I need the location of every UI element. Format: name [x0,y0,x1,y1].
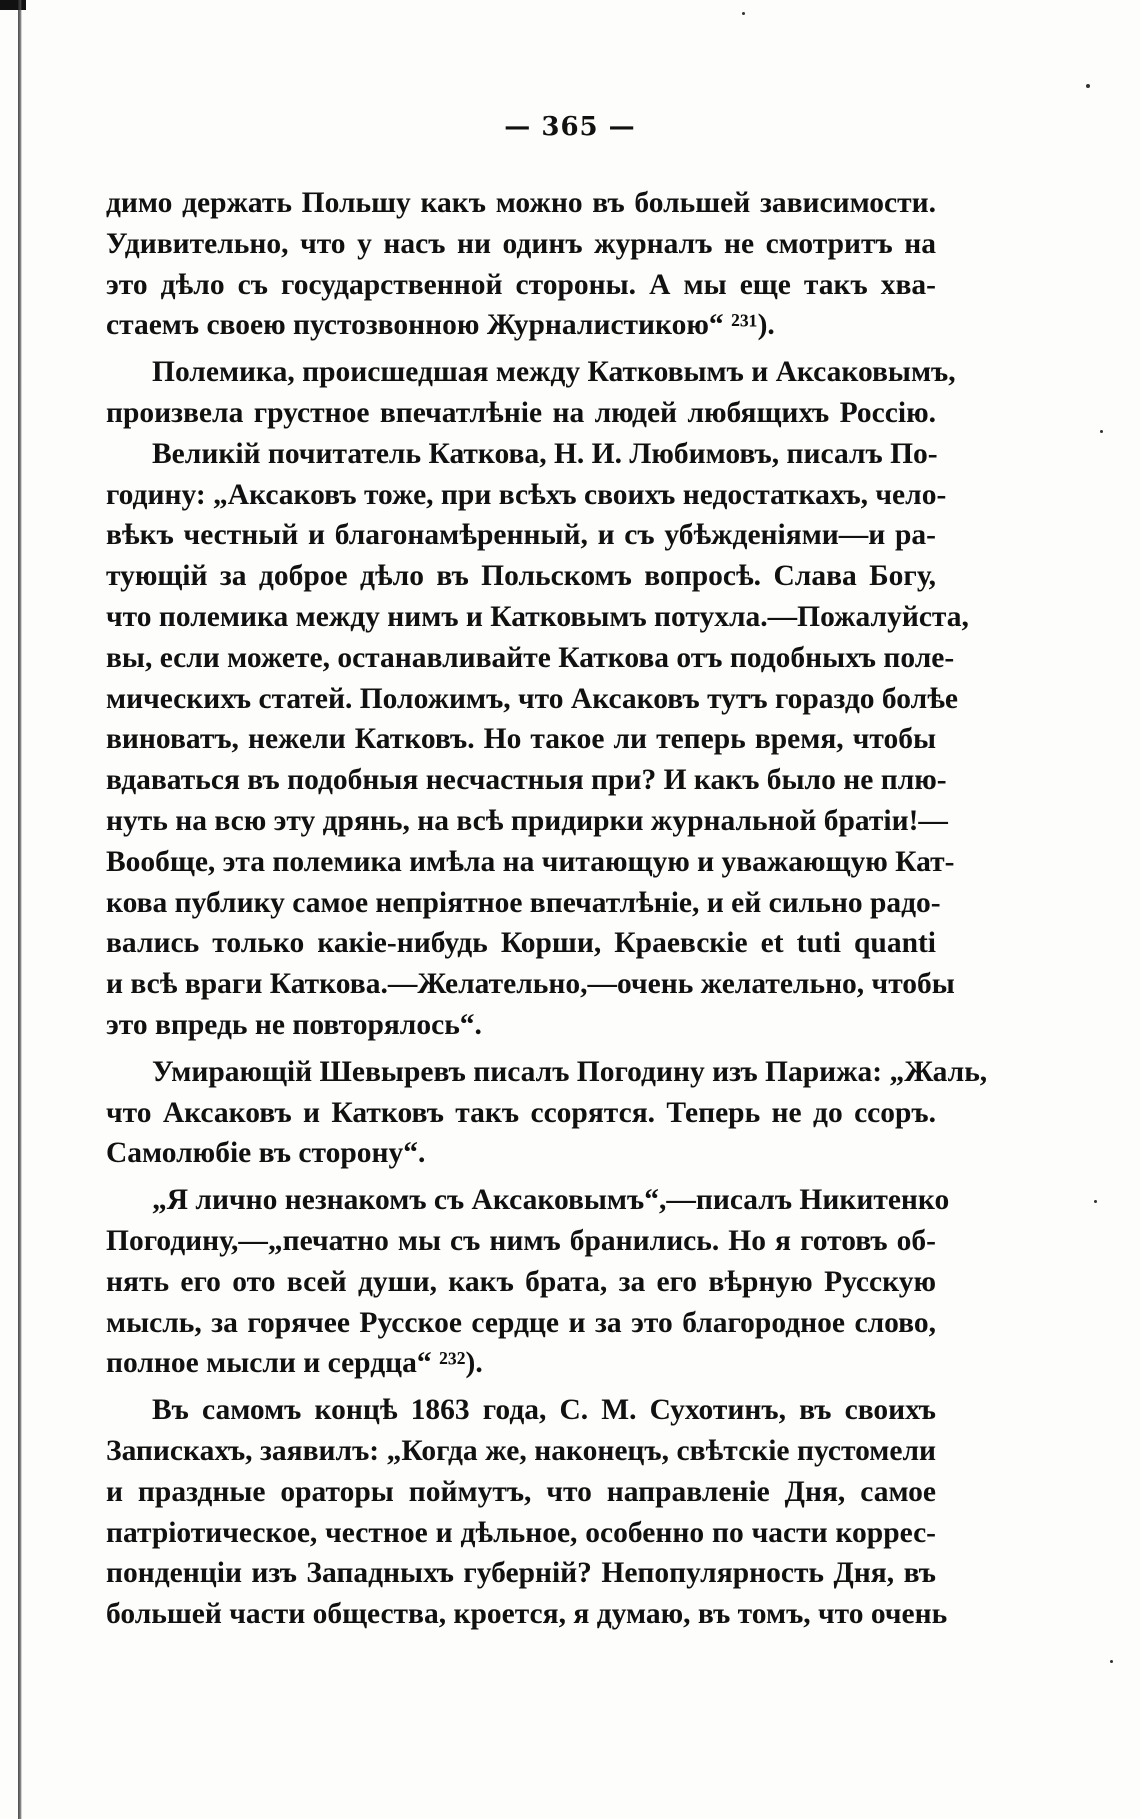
text-line: мысль, за горячее Русское сердце и за это благородное слово, [106,1306,936,1339]
text-line: произвела грустное впечатлѣніе на людей любящихъ Россію. [106,396,936,429]
text-line: Погодину,—„печатно мы съ нимъ бранились. Но я готовъ об- [106,1224,936,1257]
scan-speck [1086,84,1090,88]
text-line: вдаваться въ подобныя несчастныя при? И какъ было не плю- [106,764,947,797]
scan-speck [742,12,745,15]
text-line: Самолюбіе въ сторону“. [106,1137,426,1170]
text-line: патріотическое, честное и дѣльное, особенно по части коррес- [106,1516,936,1549]
text-line: и праздные ораторы поймутъ, что направленіе Дня, самое [106,1475,936,1508]
text-line: виноватъ, нежели Катковъ. Но такое ли теперь время, чтобы [106,723,936,756]
text-line: что Аксаковъ и Катковъ такъ ссорятся. Теперь не до ссоръ. [106,1096,936,1129]
text-line: Въ самомъ концѣ 1863 года, С. М. Сухотинъ, въ своихъ [152,1394,936,1427]
text-line: мическихъ статей. Положимъ, что Аксаковъ тутъ гораздо болѣе [106,682,958,715]
text-line: понденціи изъ Западныхъ губерній? Непопулярность Дня, въ [106,1557,936,1590]
text-line: Удивительно, что у насъ ни одинъ журналъ не смотритъ на [106,227,936,260]
text-line: Полемика, происшедшая между Катковымъ и Аксаковымъ, [152,356,956,389]
text-line: нять его ото всей души, какъ брата, за его вѣрную Русскую [106,1265,936,1298]
text-line: годину: „Аксаковъ тоже, при всѣхъ своихъ недостаткахъ, чело- [106,478,947,511]
text-line: вы, если можете, останавливайте Каткова отъ подобныхъ поле- [106,641,955,674]
text-line: димо держать Польшу какъ можно въ большей зависимости. [106,187,936,219]
text-line: Вообще, эта полемика имѣла на читающую и уважающую Кат- [106,845,955,878]
scan-corner-mark [0,0,26,10]
text-line: вались только какіе-нибудь Корши, Краевскіе et tuti quanti [106,927,936,960]
page-left-edge [18,0,22,1819]
text-line: что полемика между нимъ и Катковымъ потухла.—Пожалуйста, [106,600,969,633]
text-line: Запискахъ, заявилъ: „Когда же, наконецъ, свѣтскіе пустомели [106,1434,936,1467]
scan-speck [1094,1200,1097,1203]
text-line: стаемъ своею пустозвонною Журналистикою“ ²³¹). [106,309,775,342]
text-line: „Я лично незнакомъ съ Аксаковымъ“,—писалъ Никитенко [152,1184,950,1217]
text-line: это впредь не повторялось“. [106,1008,482,1041]
text-line: тующій за доброе дѣло въ Польскомъ вопросѣ. Слава Богу, [106,560,936,593]
text-line: и всѣ враги Каткова.—Желательно,—очень желательно, чтобы [106,968,955,1001]
text-line: большей части общества, кроется, я думаю, въ томъ, что очень [106,1598,948,1631]
text-line: нуть на всю эту дрянь, на всѣ придирки журнальной братіи!— [106,804,948,837]
body-text [106,183,988,1635]
scan-speck [1100,430,1103,433]
text-line: вѣкъ честный и благонамѣренный, и съ убѣжденіями—и ра- [106,519,936,552]
text-line: кова публику самое непріятное впечатлѣніе, и ей сильно радо- [106,886,941,919]
text-line: это дѣло съ государственной стороны. А мы еще такъ хва- [106,268,936,301]
scan-speck [1110,1660,1113,1663]
text-line: Великій почитатель Каткова, Н. И. Любимовъ, писалъ По- [152,437,938,470]
text-line: полное мысли и сердца“ ²³²). [106,1347,483,1380]
text-line: Умирающій Шевыревъ писалъ Погодину изъ Парижа: „Жаль, [152,1055,988,1088]
page-number: — 365 — [504,112,636,142]
